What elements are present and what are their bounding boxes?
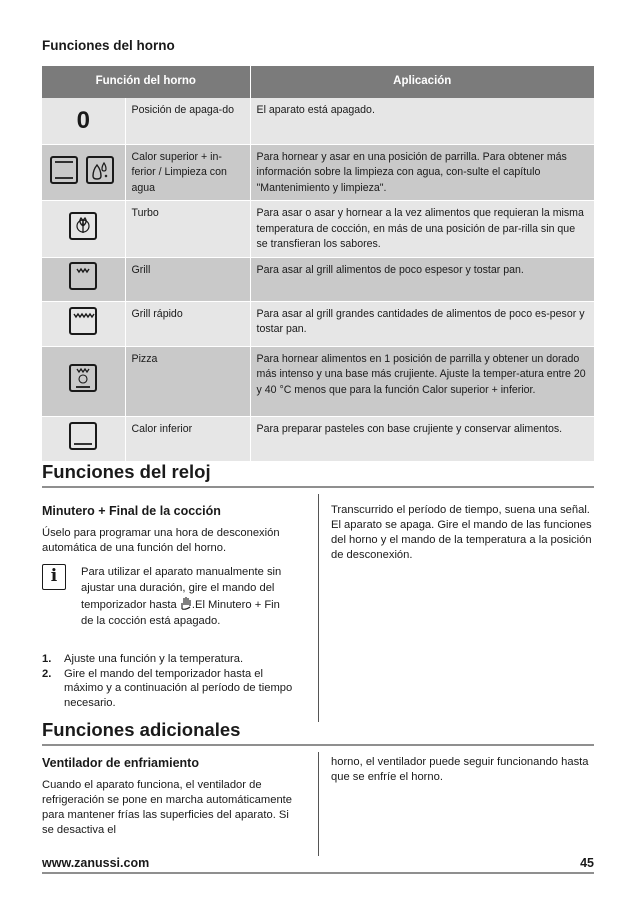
- clock-intro: Úselo para programar una hora de desconexión automática de una función del horno.: [42, 527, 280, 554]
- additional-functions-heading: Funciones adicionales: [42, 719, 241, 740]
- table-row: [42, 301, 594, 346]
- info-note-text-1: Para utilizar el aparato manualmente sin ajustar una duración, gire el mando del temporizador hasta: [81, 566, 282, 611]
- divider: [42, 486, 594, 488]
- function-application: Para hornear alimentos en 1 posición de parrilla y obtener un dorado más intenso y una base más crujiente. Ajuste la temper-atura entre 20 y 40 °C menos que para la función Calor superior + inferior.: [250, 346, 594, 416]
- table-row: [42, 201, 594, 258]
- cooling-fan-right-text: horno, el ventilador puede seguir funcionando hasta que se enfríe el horno.: [331, 756, 589, 783]
- footer-divider: [42, 872, 594, 874]
- page-number: 45: [580, 856, 594, 870]
- header-function: Función del horno: [42, 66, 250, 98]
- list-item: 2. Gire el mando del temporizador hasta el máximo y a continuación al período de tiempo necesario.: [42, 667, 293, 709]
- function-application: Para asar al grill grandes cantidades de alimentos de poco es-pesor y tostar pan.: [250, 301, 594, 346]
- footer-website: www.zanussi.com: [42, 856, 150, 870]
- table-row: [42, 144, 594, 201]
- clock-subtitle: Minutero + Final de la cocción: [42, 504, 221, 518]
- zero-off-icon: 0: [42, 98, 125, 144]
- function-name: Posición de apaga-do: [125, 98, 250, 144]
- table-header-row: [42, 66, 594, 98]
- column-divider: [318, 494, 319, 722]
- divider: [42, 744, 594, 746]
- function-name: Pizza: [125, 346, 250, 416]
- grill-icon: [42, 257, 125, 301]
- bottom-heat-icon: [42, 416, 125, 461]
- function-name: Grill: [125, 257, 250, 301]
- table-row: [42, 346, 594, 416]
- list-item: 1. Ajuste una función y la temperatura.: [42, 653, 244, 665]
- function-application: Para asar al grill alimentos de poco espesor y tostar pan.: [250, 257, 594, 301]
- pizza-icon: [42, 346, 125, 416]
- cooling-fan-left-text: Cuando el aparato funciona, el ventilador de refrigeración se pone en marcha automáticamente para mantener frías las superficies del aparato. Si se desactiva el: [42, 779, 292, 836]
- function-name: Turbo: [125, 201, 250, 258]
- column-divider: [318, 752, 319, 856]
- info-note-text-2: .El Minutero + Fin de la cocción está apagado.: [81, 599, 280, 627]
- info-icon: i: [42, 564, 66, 590]
- function-name: Calor superior + in-ferior / Limpieza con agua: [125, 144, 250, 201]
- fan-turbo-icon: [42, 201, 125, 258]
- function-name: Calor inferior: [125, 416, 250, 461]
- function-name: Grill rápido: [125, 301, 250, 346]
- hand-symbol-icon: [180, 596, 192, 610]
- oven-functions-table: [42, 66, 594, 462]
- header-application: Aplicación: [250, 66, 594, 98]
- oven-functions-title: Funciones del horno: [42, 38, 175, 53]
- clock-steps-list: [42, 652, 304, 710]
- function-application: Para hornear y asar en una posición de parrilla. Para obtener más información sobre la limpieza con agua, con-sulte el capítulo "Mantenimiento y limpieza".: [250, 144, 594, 201]
- function-application: Para preparar pasteles con base crujiente y conservar alimentos.: [250, 416, 594, 461]
- function-application: Para asar o asar y hornear a la vez alimentos que requieran la misma temperatura de cocción, en más de una posición de par-rilla sin que se transfieran los sabores.: [250, 201, 594, 258]
- function-application: El aparato está apagado.: [250, 98, 594, 144]
- top-bottom-heat-and-cleaning-icon: [42, 144, 125, 201]
- info-note: [81, 564, 287, 629]
- table-row: [42, 416, 594, 461]
- table-row: [42, 98, 594, 144]
- cooling-fan-subtitle: Ventilador de enfriamiento: [42, 756, 199, 770]
- clock-functions-heading: Funciones del reloj: [42, 461, 211, 482]
- fast-grill-icon: [42, 301, 125, 346]
- clock-right-text: Transcurrido el período de tiempo, suena una señal. El aparato se apaga. Gire el mando de las funciones del horno y el mando de la temperatura a la posición de desconexión.: [331, 504, 592, 561]
- table-row: [42, 257, 594, 301]
